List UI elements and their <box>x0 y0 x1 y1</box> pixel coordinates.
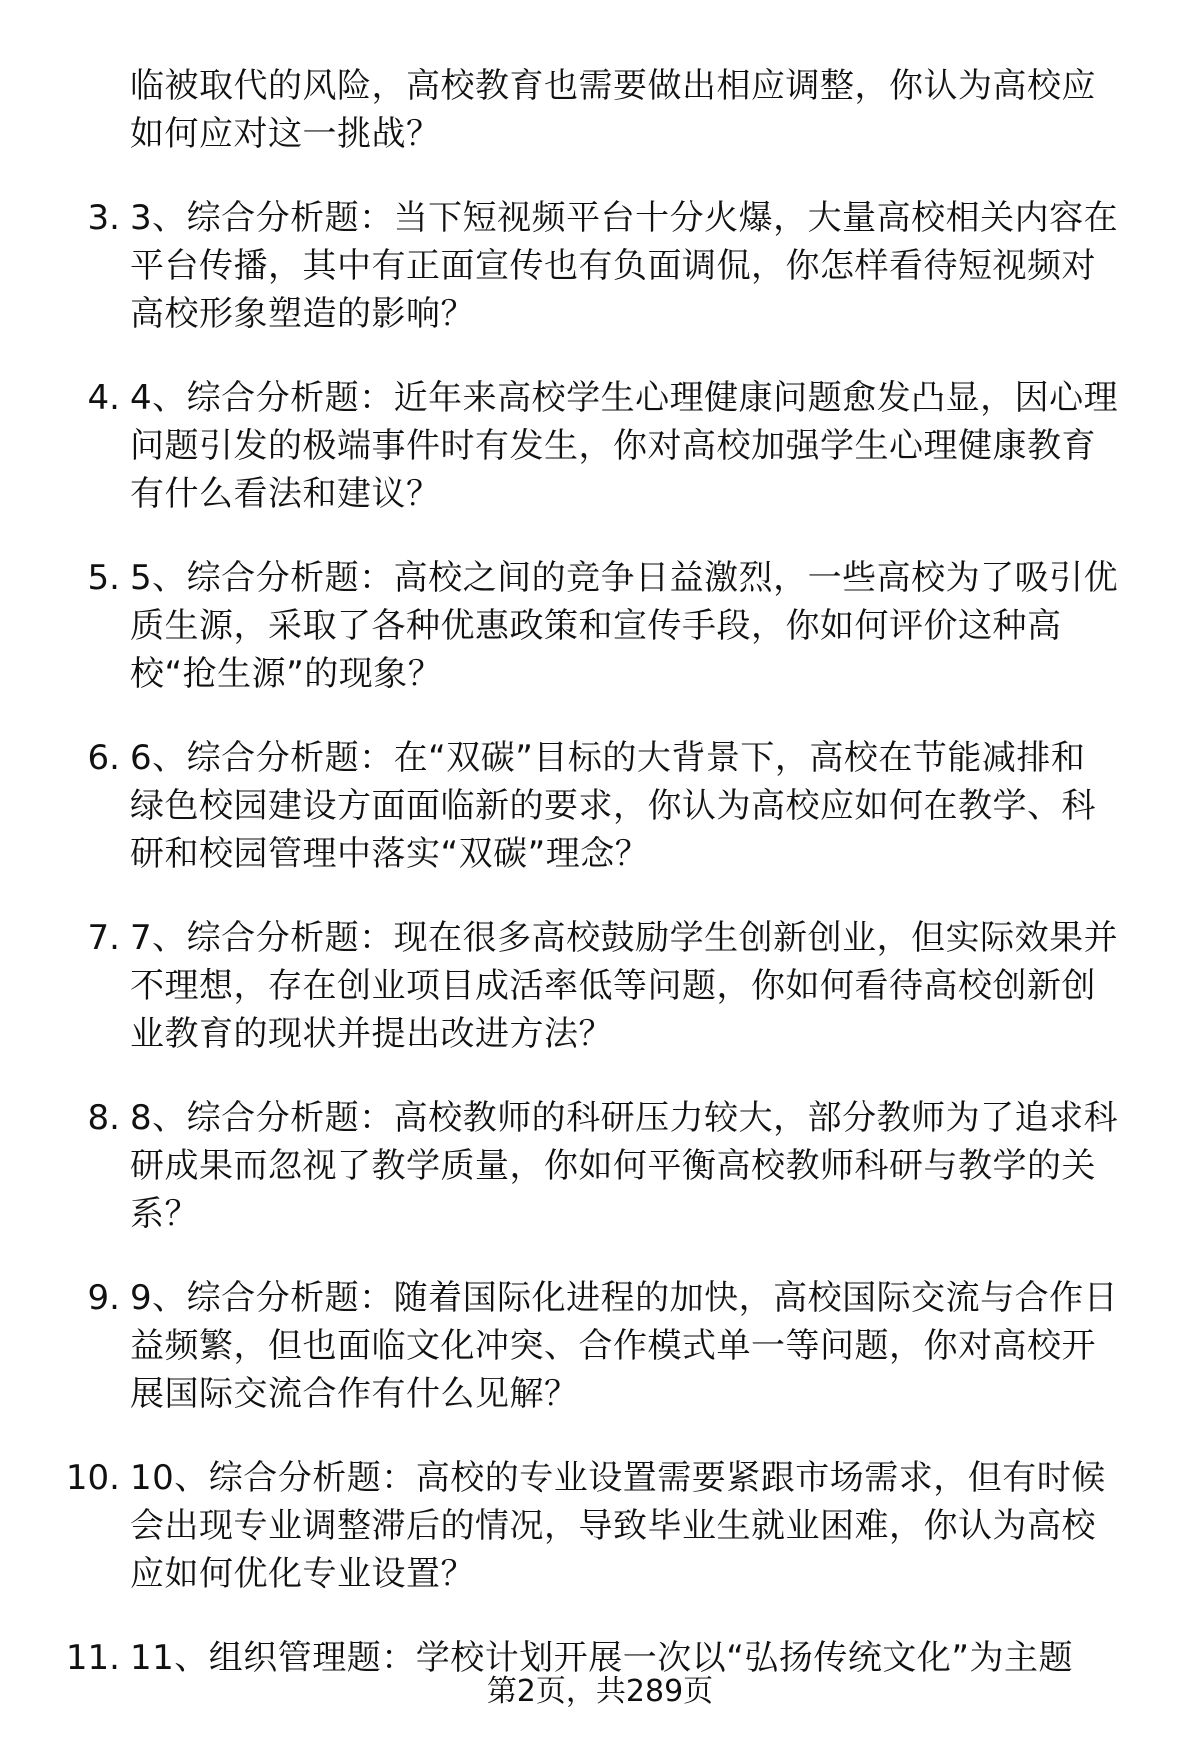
question-text <box>130 62 1170 158</box>
question-text-line: 高校形象塑造的影响？ <box>130 294 475 334</box>
question-text-line: 11、组织管理题：学校计划开展一次以“弘扬传统文化”为主题 <box>130 1638 1073 1678</box>
question-item <box>0 734 1200 878</box>
question-item <box>0 62 1200 158</box>
question-text-line: 质生源，采取了各种优惠政策和宣传手段，你如何评价这种高 <box>130 606 1062 646</box>
question-item <box>0 1094 1200 1238</box>
question-text-line: 临被取代的风险，高校教育也需要做出相应调整，你认为高校应 <box>130 66 1096 106</box>
question-text-line: 不理想，存在创业项目成活率低等问题，你如何看待高校创新创 <box>130 966 1096 1006</box>
question-text-line: 研和校园管理中落实“双碳”理念？ <box>130 834 650 874</box>
question-text-line: 10、综合分析题：高校的专业设置需要紧跟市场需求，但有时候 <box>130 1458 1106 1498</box>
question-number: 9. <box>87 1278 120 1318</box>
question-item <box>0 194 1200 338</box>
question-text-line: 业教育的现状并提出改进方法？ <box>130 1014 613 1054</box>
question-text-line: 系？ <box>130 1194 199 1234</box>
question-text <box>130 194 1170 338</box>
question-text-line: 9、综合分析题：随着国际化进程的加快，高校国际交流与合作日 <box>130 1278 1119 1318</box>
page-footer: 第2页，共289页 <box>486 1674 714 1709</box>
question-list <box>0 62 1200 1718</box>
question-text <box>130 1454 1170 1598</box>
question-number: 6. <box>87 738 120 778</box>
question-item <box>0 914 1200 1058</box>
question-number: 11. <box>65 1638 120 1678</box>
question-text-line: 5、综合分析题：高校之间的竞争日益激烈，一些高校为了吸引优 <box>130 558 1119 598</box>
question-text-line: 8、综合分析题：高校教师的科研压力较大，部分教师为了追求科 <box>130 1098 1119 1138</box>
question-number: 7. <box>87 918 120 958</box>
question-text-line: 3、综合分析题：当下短视频平台十分火爆，大量高校相关内容在 <box>130 198 1119 238</box>
question-text <box>130 1274 1170 1418</box>
question-text-line: 平台传播，其中有正面宣传也有负面调侃，你怎样看待短视频对 <box>130 246 1096 286</box>
question-text-line: 问题引发的极端事件时有发生，你对高校加强学生心理健康教育 <box>130 426 1096 466</box>
question-number: 8. <box>87 1098 120 1138</box>
question-text <box>130 554 1170 698</box>
question-item <box>0 374 1200 518</box>
question-item <box>0 1274 1200 1418</box>
question-text-line: 6、综合分析题：在“双碳”目标的大背景下，高校在节能减排和 <box>130 738 1086 778</box>
question-text-line: 研成果而忽视了教学质量，你如何平衡高校教师科研与教学的关 <box>130 1146 1096 1186</box>
question-text-line: 校“抢生源”的现象？ <box>130 654 443 694</box>
question-text-line: 会出现专业调整滞后的情况，导致毕业生就业困难，你认为高校 <box>130 1506 1096 1546</box>
question-text-line: 益频繁，但也面临文化冲突、合作模式单一等问题，你对高校开 <box>130 1326 1096 1366</box>
question-text-line: 绿色校园建设方面面临新的要求，你认为高校应如何在教学、科 <box>130 786 1096 826</box>
question-item <box>0 1454 1200 1598</box>
question-number: 4. <box>87 378 120 418</box>
question-text-line: 展国际交流合作有什么见解？ <box>130 1374 579 1414</box>
question-number: 3. <box>87 198 120 238</box>
question-text <box>130 1094 1170 1238</box>
question-number: 5. <box>87 558 120 598</box>
question-text-line: 4、综合分析题：近年来高校学生心理健康问题愈发凸显，因心理 <box>130 378 1119 418</box>
question-text-line: 7、综合分析题：现在很多高校鼓励学生创新创业，但实际效果并 <box>130 918 1119 958</box>
question-item <box>0 554 1200 698</box>
question-number: 10. <box>65 1458 120 1498</box>
question-text <box>130 914 1170 1058</box>
question-text-line: 应如何优化专业设置？ <box>130 1554 475 1594</box>
question-text-line: 如何应对这一挑战？ <box>130 114 441 154</box>
question-text-line: 有什么看法和建议？ <box>130 474 441 514</box>
question-text <box>130 374 1170 518</box>
question-text <box>130 734 1170 878</box>
